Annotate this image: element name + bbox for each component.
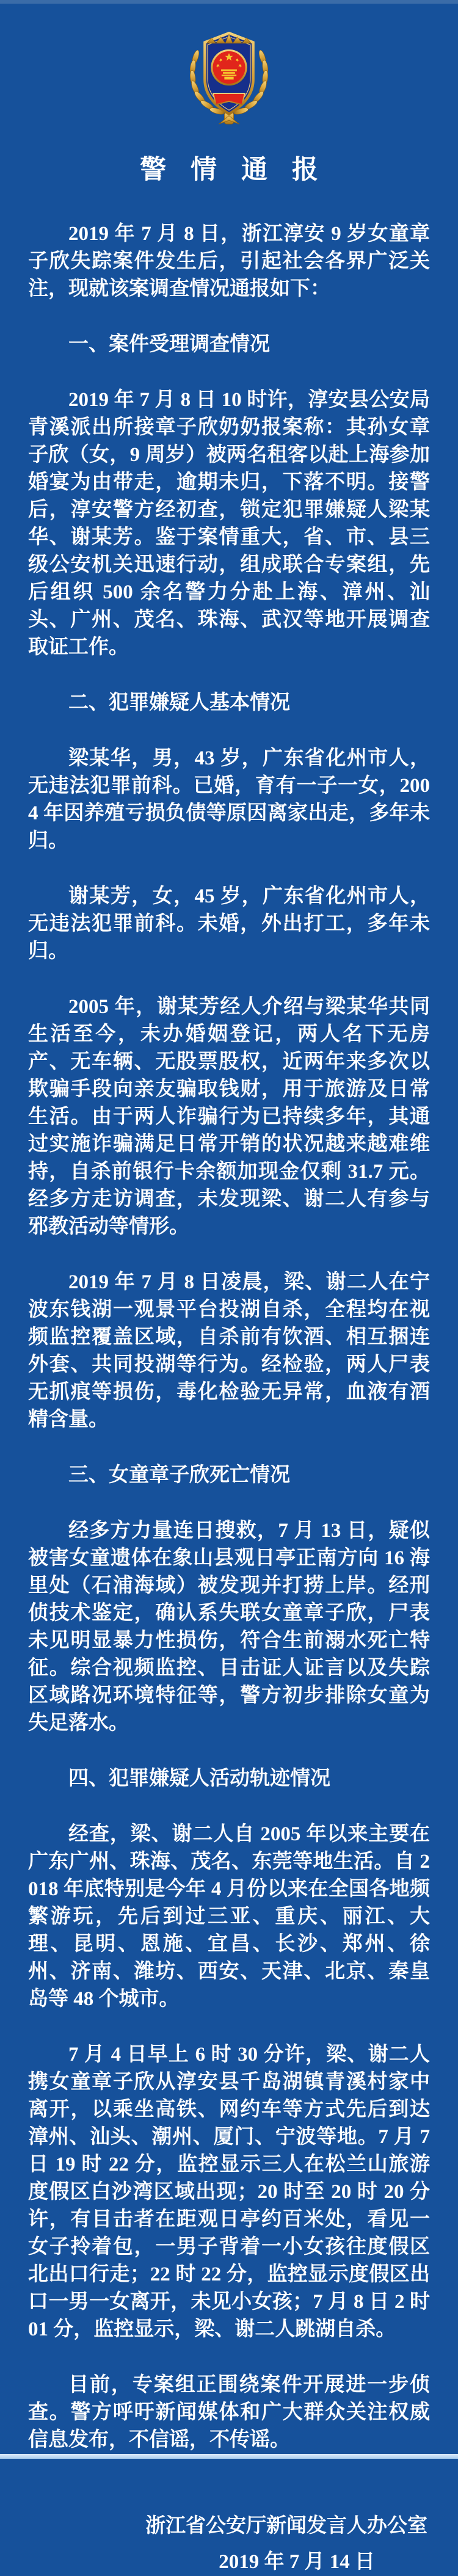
- notice-paragraph: 2019 年 7 月 8 日 10 时许，淳安县公安局青溪派出所接章子欣奶奶报案称：其孙女章子欣（女，9 周岁）被两名租客以赴上海参加婚宴为由带走，逾期未归，下落不明。接警后，淳安警方经初查，锁定犯罪嫌疑人梁某华、谢某芳。鉴于案情重大，省、市、县三级公安机关迅速行动，组成联合专案组，先后组织 500 余名警力分赴上海、漳州、汕头、广州、茂名、珠海、武汉等地开展调查取证工作。: [28, 389, 430, 658]
- intro-paragraph: 2019 年 7 月 8 日，浙江淳安 9 岁女童章子欣失踪案件发生后，引起社会各界广泛关注，现就该案调查情况通报如下：: [28, 223, 430, 300]
- bottom-edge-strip: [0, 2454, 458, 2459]
- notice-paragraph: 经多方力量连日搜救，7 月 13 日，疑似被害女童遗体在象山县观日亭正南方向 16 海里处（石浦海域）被发现并打捞上岸。经刑侦技术鉴定，确认系失联女童章子欣，尸表未见明显暴力性损伤，符合生前溺水死亡特征。综合视频监控、目击证人证言以及失踪区域路况环境特征等，警方初步排除女童为失足落水。: [28, 1520, 430, 1734]
- badge-container: [0, 4, 458, 135]
- notice-paragraph: 谢某芳，女，45 岁，广东省化州市人，无违法犯罪前科。未婚，外出打工，多年未归。: [28, 885, 430, 962]
- notice-paragraph: 经查，梁、谢二人自 2005 年以来主要在广东广州、珠海、茂名、东莞等地生活。自 2018 年底特别是今年 4 月份以来在全国各地频繁游玩，先后到过三亚、重庆、丽江、大理、昆明、恩施、宜昌、长沙、郑州、徐州、济南、潍坊、西安、天津、北京、秦皇岛等 48 个城市。: [28, 1823, 430, 2010]
- section-heading-1: 一、案件受理调查情况: [68, 333, 270, 355]
- notice-paragraph: 2019 年 7 月 8 日凌晨，梁、谢二人在宁波东钱湖一观景平台投湖自杀，全程均在视频监控覆盖区域，自杀前有饮酒、相互捆连外套、共同投湖等行为。经检验，两人尸表无抓痕等损伤，毒化检验无异常，血液有酒精含量。: [28, 1271, 430, 1431]
- notice-paragraph: 2005 年，谢某芳经人介绍与梁某华共同生活至今，未办婚姻登记，两人名下无房产、无车辆、无股票股权，近两年来多次以欺骗手段向亲友骗取钱财，用于旅游及日常生活。由于两人诈骗行为已持续多年，其通过实施诈骗满足日常开销的状况越来越难维持，自杀前银行卡余额加现金仅剩 31.7 元。经多方走访调查，未发现梁、谢二人有参与邪教活动等情形。: [28, 996, 430, 1238]
- notice-body: [0, 220, 458, 2454]
- badge-national-emblem: [212, 50, 246, 84]
- page-title: 警 情 通 报: [140, 155, 327, 184]
- signature-office: 浙江省公安厅新闻发言人办公室: [145, 2515, 427, 2537]
- notice-paragraph: 目前，专案组正围绕案件开展进一步侦查。警方呼吁新闻媒体和广大群众关注权威信息发布，不信谣，不传谣。: [28, 2374, 430, 2451]
- section-heading-4: 四、犯罪嫌疑人活动轨迹情况: [68, 1768, 330, 1790]
- section-heading-3: 三、女童章子欣死亡情况: [68, 1464, 290, 1486]
- signature-date: 2019 年 7 月 14 日: [219, 2551, 375, 2573]
- signature-block: [0, 2513, 458, 2576]
- section-heading-2: 二、犯罪嫌疑人基本情况: [68, 692, 290, 714]
- police-badge-icon: [183, 24, 275, 132]
- notice-paragraph: 梁某华，男，43 岁，广东省化州市人，无违法犯罪前科。已婚，育有一子一女，2004 年因养殖亏损负债等原因离家出走，多年未归。: [28, 747, 430, 852]
- notice-paragraph: 7 月 4 日早上 6 时 30 分许，梁、谢二人携女童章子欣从淳安县千岛湖镇青溪村家中离开，以乘坐高铁、网约车等方式先后到达漳州、汕头、潮州、厦门、宁波等地。7 月 7 日 19 时 22 分，监控显示三人在松兰山旅游度假区白沙湾区域出现；20 时至 20 时 20 分许，有目击者在距观日亭约百米处，看见一女子拎着包，一男子背着一小女孩往度假区北出口行走；22 时 22 分，监控显示度假区出口一男一女离开，未见小女孩；7 月 8 日 2 时 01 分，监控显示，梁、谢二人跳湖自杀。: [28, 2044, 430, 2340]
